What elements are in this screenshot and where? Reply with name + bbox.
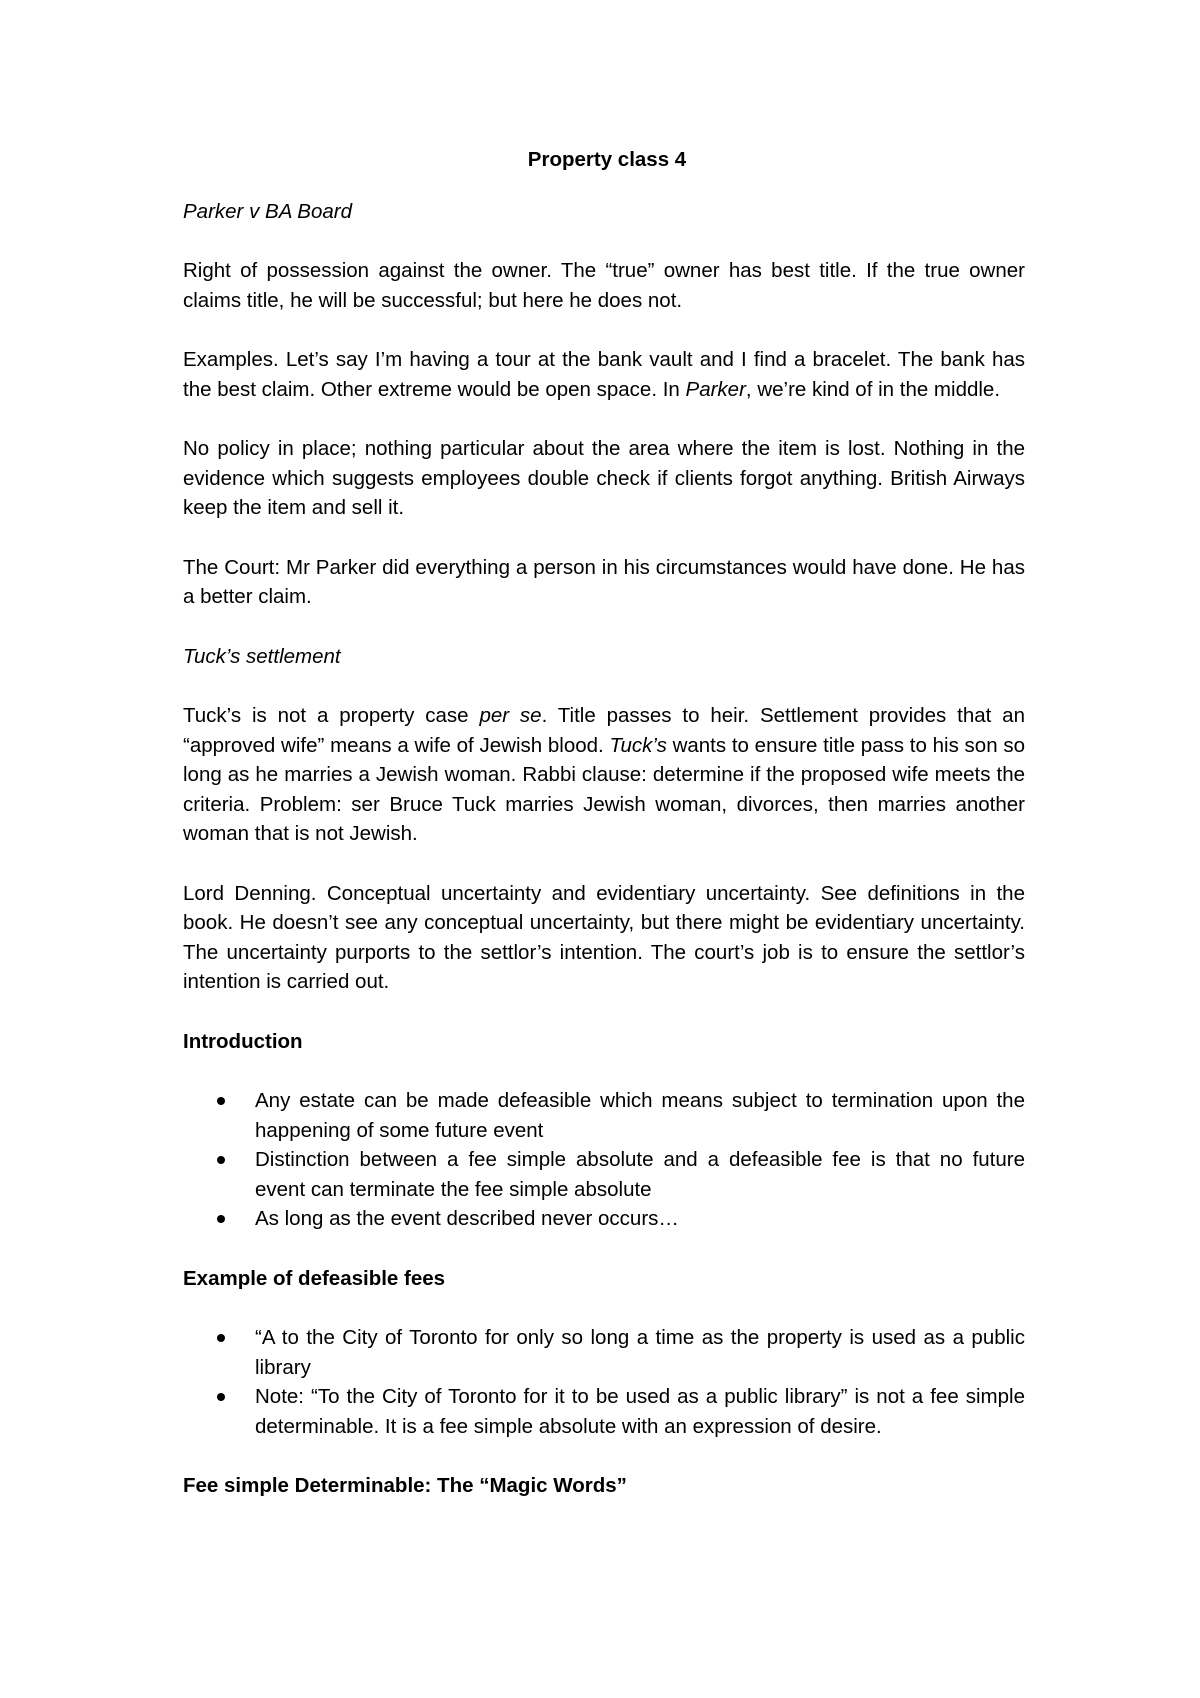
bullet-icon	[217, 1156, 225, 1164]
list-item-text: Distinction between a fee simple absolute and a defeasible fee is that no future event can terminate the fee simple absolute	[255, 1148, 1025, 1201]
paragraph-tucks-text-b: . Title passes to heir. Settlement provides that an “approved wife” means a wife of Jewish blood.	[183, 704, 1025, 757]
section-heading-introduction: Introduction	[183, 1029, 303, 1053]
paragraph-tucks-text-c: wants to ensure title pass to his son so long as he marries a Jewish woman. Rabbi clause: determine if the proposed wife meets the criteria. Problem: ser Bruce Tuck marries Jewish woman, divorces, then marries another woman that is not Jewish.	[183, 733, 1025, 845]
list-item-text: As long as the event described never occurs…	[255, 1207, 679, 1230]
paragraph-examples	[183, 345, 1025, 404]
paragraph-examples-italic: Parker	[685, 377, 746, 401]
list-item	[183, 1086, 1025, 1145]
case-heading-tucks: Tuck’s settlement	[183, 644, 341, 668]
section-heading-magic-words: Fee simple Determinable: The “Magic Words”	[183, 1474, 627, 1497]
examples-list	[183, 1323, 1025, 1441]
paragraph-examples-text-a: Examples. Let’s say I’m having a tour at the bank vault and I find a bracelet. The bank has the best claim. Other extreme would be open space. In	[183, 348, 1025, 401]
list-item	[183, 1145, 1025, 1204]
paragraph-examples-text-b: , we’re kind of in the middle.	[745, 377, 1001, 401]
bullet-icon	[217, 1215, 225, 1223]
list-item	[183, 1323, 1025, 1382]
paragraph-lord-denning: Lord Denning. Conceptual uncertainty and evidentiary uncertainty. See definitions in the book. He doesn’t see any conceptual uncertainty, but there might be evidentiary uncertainty. The uncertainty purports to the settlor’s intention. The court’s job is to ensure the settlor’s intention is carried out.	[183, 881, 1025, 993]
section-heading-examples: Example of defeasible fees	[183, 1266, 446, 1290]
document-title: Property class 4	[527, 148, 687, 171]
list-item-text: “A to the City of Toronto for only so long a time as the property is used as a public library	[255, 1326, 1025, 1379]
introduction-list	[183, 1086, 1025, 1234]
paragraph-tucks-italic-per-se: per se	[479, 704, 542, 727]
list-item	[183, 1382, 1025, 1441]
list-item-text: Note: “To the City of Toronto for it to be used as a public library” is not a fee simple determinable. It is a fee simple absolute with an expression of desire.	[255, 1385, 1025, 1438]
bullet-icon	[217, 1334, 225, 1342]
paragraph-tucks	[183, 701, 1025, 849]
paragraph-tucks-italic-tucks: Tuck’s	[609, 733, 667, 757]
paragraph-no-policy: No policy in place; nothing particular about the area where the item is lost. Nothing in the evidence which suggests employees double check if clients forgot anything. British Airways keep the item and sell it.	[183, 437, 1025, 519]
paragraph-the-court: The Court: Mr Parker did everything a person in his circumstances would have done. He has a better claim.	[183, 555, 1025, 608]
list-item-text: Any estate can be made defeasible which means subject to termination upon the happening of some future event	[255, 1089, 1025, 1142]
list-item	[183, 1204, 1025, 1234]
case-heading-parker: Parker v BA Board	[183, 199, 353, 223]
paragraph-right-of-possession: Right of possession against the owner. The “true” owner has best title. If the true owner claims title, he will be successful; but here he does not.	[183, 259, 1025, 312]
bullet-icon	[217, 1097, 225, 1105]
bullet-icon	[217, 1393, 225, 1401]
paragraph-tucks-text-a: Tuck’s is not a property case	[183, 704, 480, 727]
